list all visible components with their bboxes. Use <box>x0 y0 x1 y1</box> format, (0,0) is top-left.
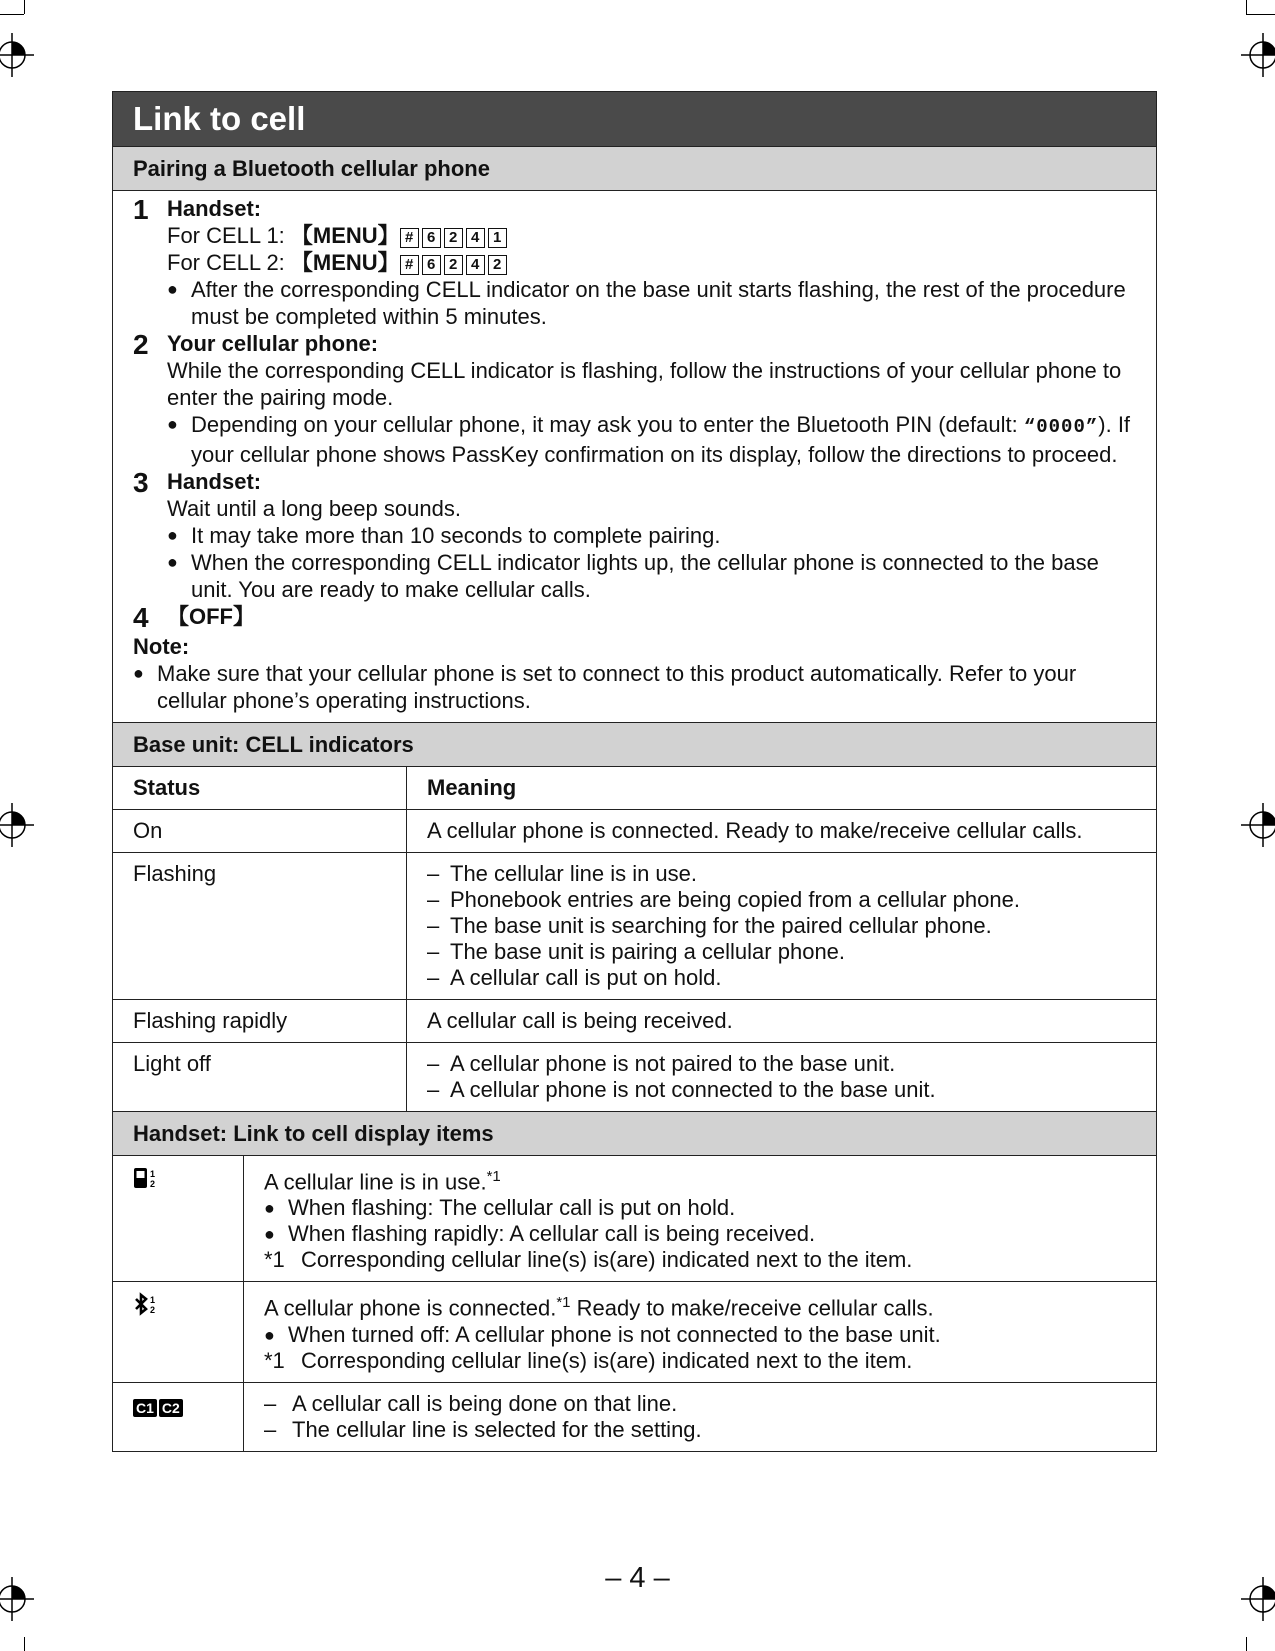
key-2: 2 <box>444 255 463 275</box>
step-2 <box>133 330 1136 468</box>
step-4 <box>133 603 1136 633</box>
crop-mark <box>1246 1637 1247 1651</box>
list-item: – A cellular call is being done on that line. <box>264 1390 678 1416</box>
column-header-status: Status <box>113 767 407 810</box>
table-row <box>113 1156 1156 1282</box>
meaning-cell <box>407 1043 1157 1112</box>
status-cell: On <box>113 810 407 853</box>
cell-line-2-icon: C2 <box>159 1399 183 1417</box>
cell1-sequence: For CELL 1: 【MENU】 # 6 2 4 1 <box>167 222 1136 249</box>
bluetooth-icon <box>133 1292 163 1316</box>
page-number: – 4 – <box>605 1562 670 1594</box>
svg-text:1: 1 <box>150 1295 156 1306</box>
list-item: – A cellular phone is not paired to the base unit. <box>427 1051 896 1076</box>
description-cell <box>244 1382 1157 1451</box>
bullet-icon: ● <box>264 1324 275 1345</box>
table-row <box>113 1382 1156 1451</box>
meaning-cell: A cellular call is being received. <box>407 1000 1157 1043</box>
list-item: ● When turned off: A cellular phone is not connected to the base unit. <box>264 1321 941 1347</box>
registration-mark-icon <box>0 803 34 847</box>
cell2-sequence: For CELL 2: 【MENU】 # 6 2 4 2 <box>167 249 1136 276</box>
step-number: 3 <box>133 467 149 498</box>
key-4: 4 <box>466 255 485 275</box>
list-item: ● When flashing rapidly: A cellular call is being received. <box>264 1221 816 1247</box>
list-item: – The cellular line is in use. <box>427 861 698 886</box>
list-item: – The cellular line is selected for the setting. <box>264 1416 702 1442</box>
crop-mark <box>24 1637 25 1651</box>
pairing-steps <box>113 191 1156 722</box>
key-4: 4 <box>466 228 485 248</box>
bullet-icon: ● <box>133 663 144 683</box>
display-items-heading: Handset: Link to cell display items <box>113 1112 1156 1156</box>
svg-text:2: 2 <box>150 1305 156 1316</box>
registration-mark-icon <box>0 33 34 77</box>
step-label: Your cellular phone: <box>167 331 379 356</box>
meaning-cell: A cellular phone is connected. Ready to make/receive cellular calls. <box>407 810 1157 853</box>
table-header-row <box>113 767 1156 810</box>
icon-cell <box>113 1282 244 1382</box>
menu-key: 【MENU】 <box>290 250 400 275</box>
description-cell: A cellular phone is connected.$^{*1}$ Ready to make/receive cellular calls. ● When turned off: A cellular phone is not connected to the base unit. *1 Corresponding cellular line(s) is(are) indicated next to the item. <box>244 1282 1157 1382</box>
crop-mark <box>0 14 24 15</box>
footnote: *1 Corresponding cellular line(s) is(are) indicated next to the item. <box>264 1247 913 1273</box>
step-number: 1 <box>133 194 149 225</box>
table-row <box>113 810 1156 853</box>
svg-text:2: 2 <box>150 1179 156 1189</box>
icon-cell <box>113 1382 244 1451</box>
table-row <box>113 853 1156 1000</box>
list-item: ● It may take more than 10 seconds to complete pairing. <box>167 523 721 548</box>
step-text: Wait until a long beep sounds. <box>167 496 461 521</box>
step-label: Handset: <box>167 196 262 221</box>
indicators-table <box>113 767 1156 1112</box>
registration-mark-icon <box>1241 803 1275 847</box>
page-title: Link to cell <box>113 92 1156 147</box>
status-cell: Flashing <box>113 853 407 1000</box>
list-item: ● When the corresponding CELL indicator lights up, the cellular phone is connected to the base unit. You are ready to make cellular calls. <box>167 550 1099 602</box>
display-items-table <box>113 1156 1156 1451</box>
note-item: ● Make sure that your cellular phone is set to connect to this product automatically. Refer to your cellular phone’s operating instructions. <box>133 661 1077 713</box>
pairing-heading: Pairing a Bluetooth cellular phone <box>113 147 1156 191</box>
key-6: 6 <box>422 228 441 248</box>
list-item: – The base unit is searching for the paired cellular phone. <box>427 913 992 938</box>
step-number: 4 <box>133 602 149 633</box>
crop-mark <box>1246 0 1247 14</box>
key-hash: # <box>400 228 419 248</box>
list-item: ● After the corresponding CELL indicator on the base unit starts flashing, the rest of the procedure must be completed within 5 minutes. <box>167 277 1126 329</box>
table-row <box>113 1000 1156 1043</box>
status-cell: Light off <box>113 1043 407 1112</box>
bullet-icon: ● <box>167 525 178 545</box>
column-header-meaning: Meaning <box>407 767 1157 810</box>
content-frame <box>112 91 1157 1452</box>
step-text: While the corresponding CELL indicator is flashing, follow the instructions of your cellular phone to enter the pairing mode. <box>167 358 1122 410</box>
bullet-icon: ● <box>264 1224 275 1245</box>
cellular-line-icon <box>133 1166 163 1190</box>
status-cell: Flashing rapidly <box>113 1000 407 1043</box>
key-2: 2 <box>488 255 507 275</box>
icon-cell <box>113 1156 244 1282</box>
bullet-icon: ● <box>264 1198 275 1219</box>
default-pin: “0000” <box>1023 416 1099 438</box>
menu-key: 【MENU】 <box>290 223 400 248</box>
list-item: – A cellular call is put on hold. <box>427 965 722 990</box>
step-3 <box>133 468 1136 603</box>
list-item: – The base unit is pairing a cellular phone. <box>427 939 846 964</box>
indicators-heading: Base unit: CELL indicators <box>113 722 1156 767</box>
bullet-icon: ● <box>167 552 178 572</box>
step-number: 2 <box>133 329 149 360</box>
list-item: – A cellular phone is not connected to the base unit. <box>427 1077 936 1102</box>
table-row <box>113 1043 1156 1112</box>
key-2: 2 <box>444 228 463 248</box>
bullet-icon: ● <box>167 414 178 434</box>
list-item: ● When flashing: The cellular call is put on hold. <box>264 1195 736 1221</box>
step-label: Handset: <box>167 469 262 494</box>
registration-mark-icon <box>1241 33 1275 77</box>
meaning-cell <box>407 853 1157 1000</box>
footnote: *1 Corresponding cellular line(s) is(are) indicated next to the item. <box>264 1347 913 1373</box>
crop-mark <box>1246 14 1275 15</box>
svg-text:1: 1 <box>150 1169 156 1179</box>
note-label: Note: <box>133 634 190 659</box>
list-item: ● Depending on your cellular phone, it may ask you to enter the Bluetooth PIN (default: “0000”). If your cellular phone shows PassKey confirmation on its display, follow the directions to proceed. <box>167 412 1131 467</box>
key-1: 1 <box>488 228 507 248</box>
key-6: 6 <box>422 255 441 275</box>
description-cell: A cellular line is in use.$^{*1}$ ● When flashing: The cellular call is put on hold. ● When flashing rapidly: A cellular call is being received. *1 Corresponding cellular line(s) is(are) indicated next to the item. <box>244 1156 1157 1282</box>
cell-line-1-icon: C1 <box>133 1399 157 1417</box>
off-key: 【OFF】 <box>167 604 255 629</box>
key-hash: # <box>400 255 419 275</box>
step-1 <box>133 195 1136 330</box>
crop-mark <box>24 0 25 14</box>
bullet-icon: ● <box>167 279 178 299</box>
table-row <box>113 1282 1156 1382</box>
list-item: – Phonebook entries are being copied from a cellular phone. <box>427 887 1020 912</box>
